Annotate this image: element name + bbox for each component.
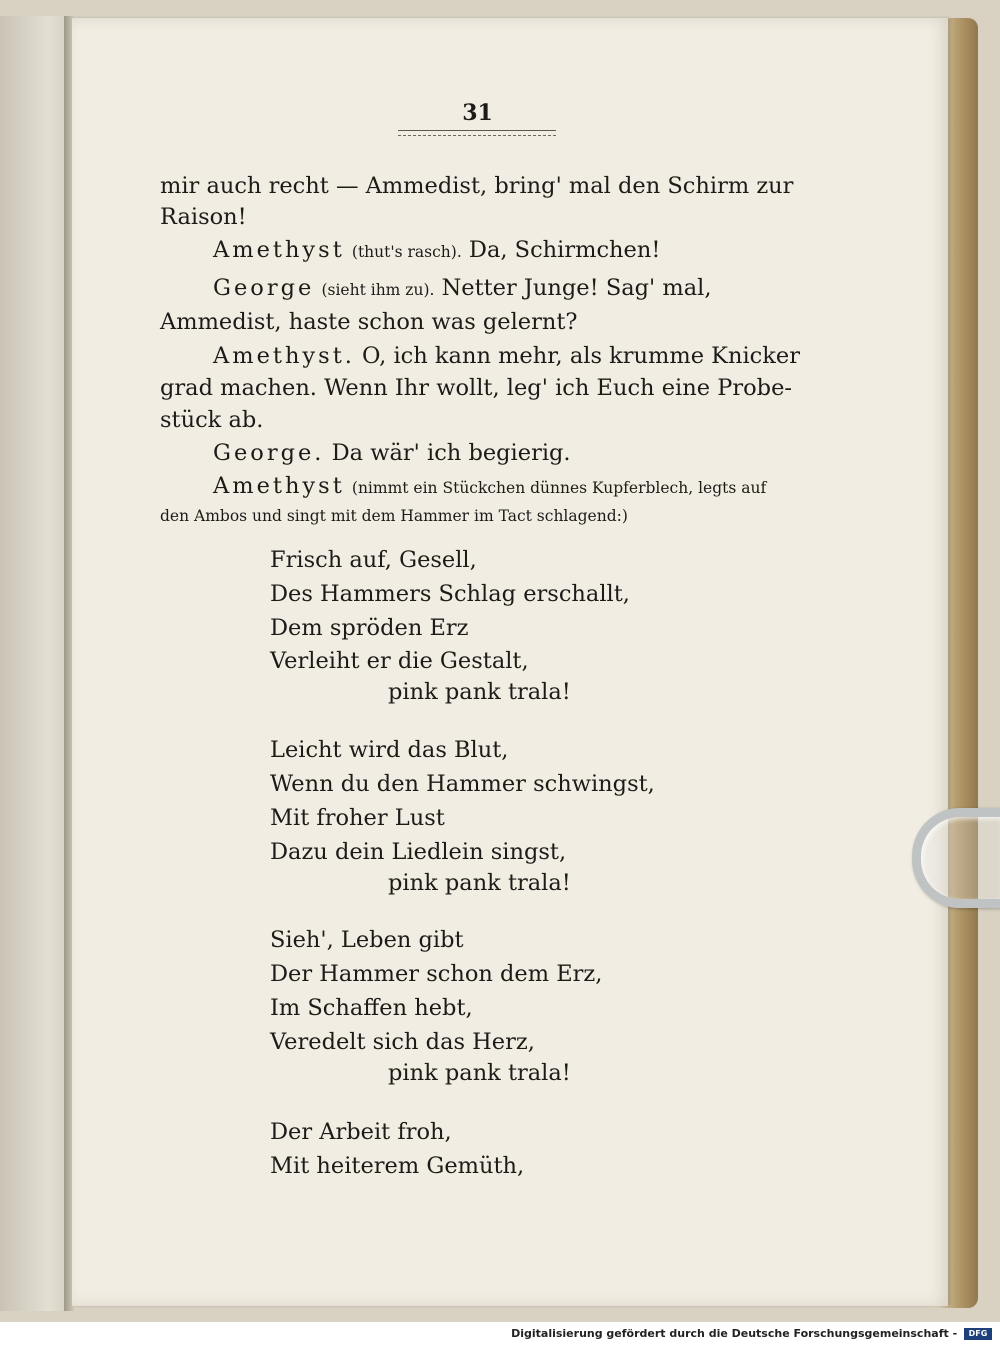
verse-line: Der Hammer schon dem Erz, bbox=[270, 961, 603, 987]
verse-line: Der Arbeit froh, bbox=[270, 1119, 452, 1145]
left-page-edge bbox=[0, 16, 70, 1311]
dialogue-line bbox=[213, 340, 800, 372]
dialogue-text: Da, Schirmchen! bbox=[468, 237, 661, 263]
verse-line: Veredelt sich das Herz, bbox=[270, 1029, 535, 1055]
dialogue-line bbox=[213, 470, 792, 502]
footer-text: Digitalisierung gefördert durch die Deutsche Forschungsgemeinschaft - bbox=[511, 1327, 958, 1340]
dialogue-line bbox=[213, 272, 792, 304]
verse-line: Frisch auf, Gesell, bbox=[270, 547, 477, 573]
dialogue-line bbox=[213, 437, 792, 469]
verse-refrain: pink pank trala! bbox=[388, 870, 571, 896]
verse-line: Wenn du den Hammer schwingst, bbox=[270, 771, 655, 797]
verse-line: Des Hammers Schlag erschallt, bbox=[270, 581, 630, 607]
verse-line: Mit froher Lust bbox=[270, 805, 445, 831]
dialogue-line bbox=[213, 234, 792, 266]
verse-line: Verleiht er die Gestalt, bbox=[270, 648, 529, 674]
stage-direction: (thut's rasch). bbox=[351, 243, 462, 261]
text-line: Ammedist, haste schon was gelernt? bbox=[160, 309, 578, 335]
text-line: Raison! bbox=[160, 204, 247, 230]
verse-refrain: pink pank trala! bbox=[388, 1060, 571, 1086]
text-line: grad machen. Wenn Ihr wollt, leg' ich Euch eine Probe- bbox=[160, 375, 792, 401]
verse-line: Mit heiterem Gemüth, bbox=[270, 1153, 525, 1179]
verse-line: Sieh', Leben gibt bbox=[270, 927, 464, 953]
dialogue-text: Netter Junge! Sag' mal, bbox=[441, 275, 712, 301]
dfg-logo: DFG bbox=[964, 1328, 992, 1340]
dialogue-text: Da wär' ich begierig. bbox=[331, 440, 571, 466]
verse-line: Im Schaffen hebt, bbox=[270, 995, 473, 1021]
verse-refrain: pink pank trala! bbox=[388, 679, 571, 705]
verse-line: Dazu dein Liedlein singst, bbox=[270, 839, 567, 865]
decorative-rule bbox=[398, 130, 556, 136]
verse-line: Dem spröden Erz bbox=[270, 615, 469, 641]
stage-direction: (nimmt ein Stückchen dünnes Kupferblech, legts auf bbox=[351, 479, 767, 497]
paper-clip bbox=[912, 808, 1000, 908]
speaker-name: George. bbox=[213, 440, 325, 466]
page-number: 31 bbox=[462, 100, 493, 126]
verse-line: Leicht wird das Blut, bbox=[270, 737, 509, 763]
dialogue-text: O, ich kann mehr, als krumme Knicker bbox=[362, 343, 800, 369]
stage-direction: (sieht ihm zu). bbox=[321, 281, 435, 299]
text-line: mir auch recht — Ammedist, bring' mal den Schirm zur bbox=[160, 173, 794, 199]
speaker-name: Amethyst. bbox=[213, 343, 355, 369]
speaker-name: George bbox=[213, 275, 315, 301]
speaker-name: Amethyst bbox=[213, 237, 345, 263]
footer-credit bbox=[511, 1327, 992, 1340]
text-line: stück ab. bbox=[160, 407, 264, 433]
stage-direction: den Ambos und singt mit dem Hammer im Tact schlagend:) bbox=[160, 507, 628, 525]
speaker-name: Amethyst bbox=[213, 473, 345, 499]
